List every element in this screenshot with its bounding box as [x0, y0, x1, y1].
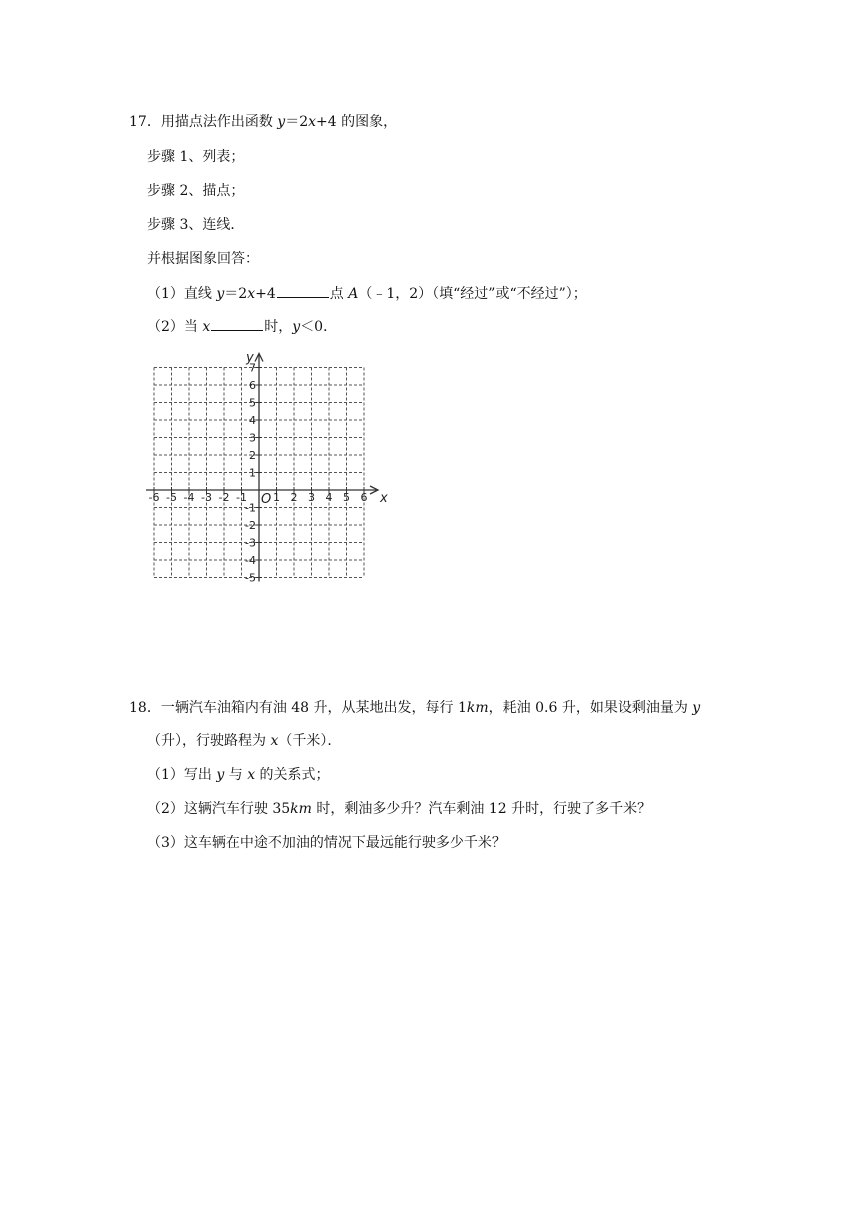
q18-part-3: （3）这车辆在中途不加油的情况下最远能行驶多少千米？ [147, 835, 506, 851]
y-tick-label: -2 [245, 519, 256, 532]
x-tick-label: 3 [308, 491, 315, 504]
origin-label: O [261, 492, 272, 507]
q18-part-1: （1）写出 y 与 x 的关系式； [147, 767, 330, 783]
y-tick-label: 7 [249, 361, 256, 375]
x-tick-label: 4 [325, 491, 333, 504]
y-tick-label: -4 [245, 554, 256, 567]
q17-part-2: （2）当 x 时，y＜0． [147, 316, 337, 337]
coordinate-grid [140, 336, 400, 592]
x-tick-label: 1 [273, 491, 280, 504]
q17-step-3: 步骤 3、连线． [147, 217, 245, 233]
x-tick-label: -6 [148, 491, 160, 504]
y-axis-label: y [246, 350, 254, 366]
answer-blank-1[interactable] [277, 283, 329, 298]
x-tick-label: -3 [201, 491, 212, 504]
y-tick-label: 4 [249, 414, 256, 427]
q17-step-1: 步骤 1、列表； [147, 149, 245, 165]
x-tick-label: -4 [183, 491, 195, 504]
x-tick-label: -1 [236, 491, 247, 504]
y-tick-label: 6 [249, 379, 256, 392]
x-tick-label: 5 [343, 491, 350, 504]
q17-intro: 17．用描点法作出函数 y＝2x+4 的图象， [129, 114, 398, 130]
q18-stem-line-2: （升），行驶路程为 x（千米）． [147, 733, 342, 749]
x-tick-label: -2 [218, 491, 230, 504]
y-tick-label: 2 [249, 449, 256, 462]
y-tick-label: 5 [249, 396, 256, 410]
x-axis-label: x [380, 491, 388, 506]
x-tick-label: -5 [166, 491, 177, 504]
x-tick-label: 2 [290, 491, 298, 504]
q18-part-2: （2）这辆汽车行驶 35km 时，剩油多少升？汽车剩油 12 升时，行驶了多千米？ [147, 801, 652, 817]
y-tick-label: 1 [249, 466, 256, 480]
q17-number: 17． [129, 114, 161, 130]
y-tick-label: -5 [245, 571, 256, 585]
q18-stem-line-1: 18．一辆汽车油箱内有油 48 升，从某地出发，每行 1km，耗油 0.6 升，如果设剩油量为 y [129, 700, 701, 716]
answer-blank-2[interactable] [211, 316, 263, 331]
y-tick-label: 3 [249, 431, 256, 445]
q17-step-2: 步骤 2、描点； [147, 183, 245, 199]
q17-part-1: （1）直线 y＝2x+4 点 A（﹣1，2）（填“经过”或“不经过”）； [147, 283, 587, 304]
y-tick-label: -3 [245, 536, 256, 550]
q18-number: 18． [129, 700, 161, 716]
y-tick-label: -1 [245, 501, 256, 515]
x-tick-label: 6 [360, 491, 368, 504]
q17-answer-prompt: 并根据图象回答： [147, 251, 259, 267]
